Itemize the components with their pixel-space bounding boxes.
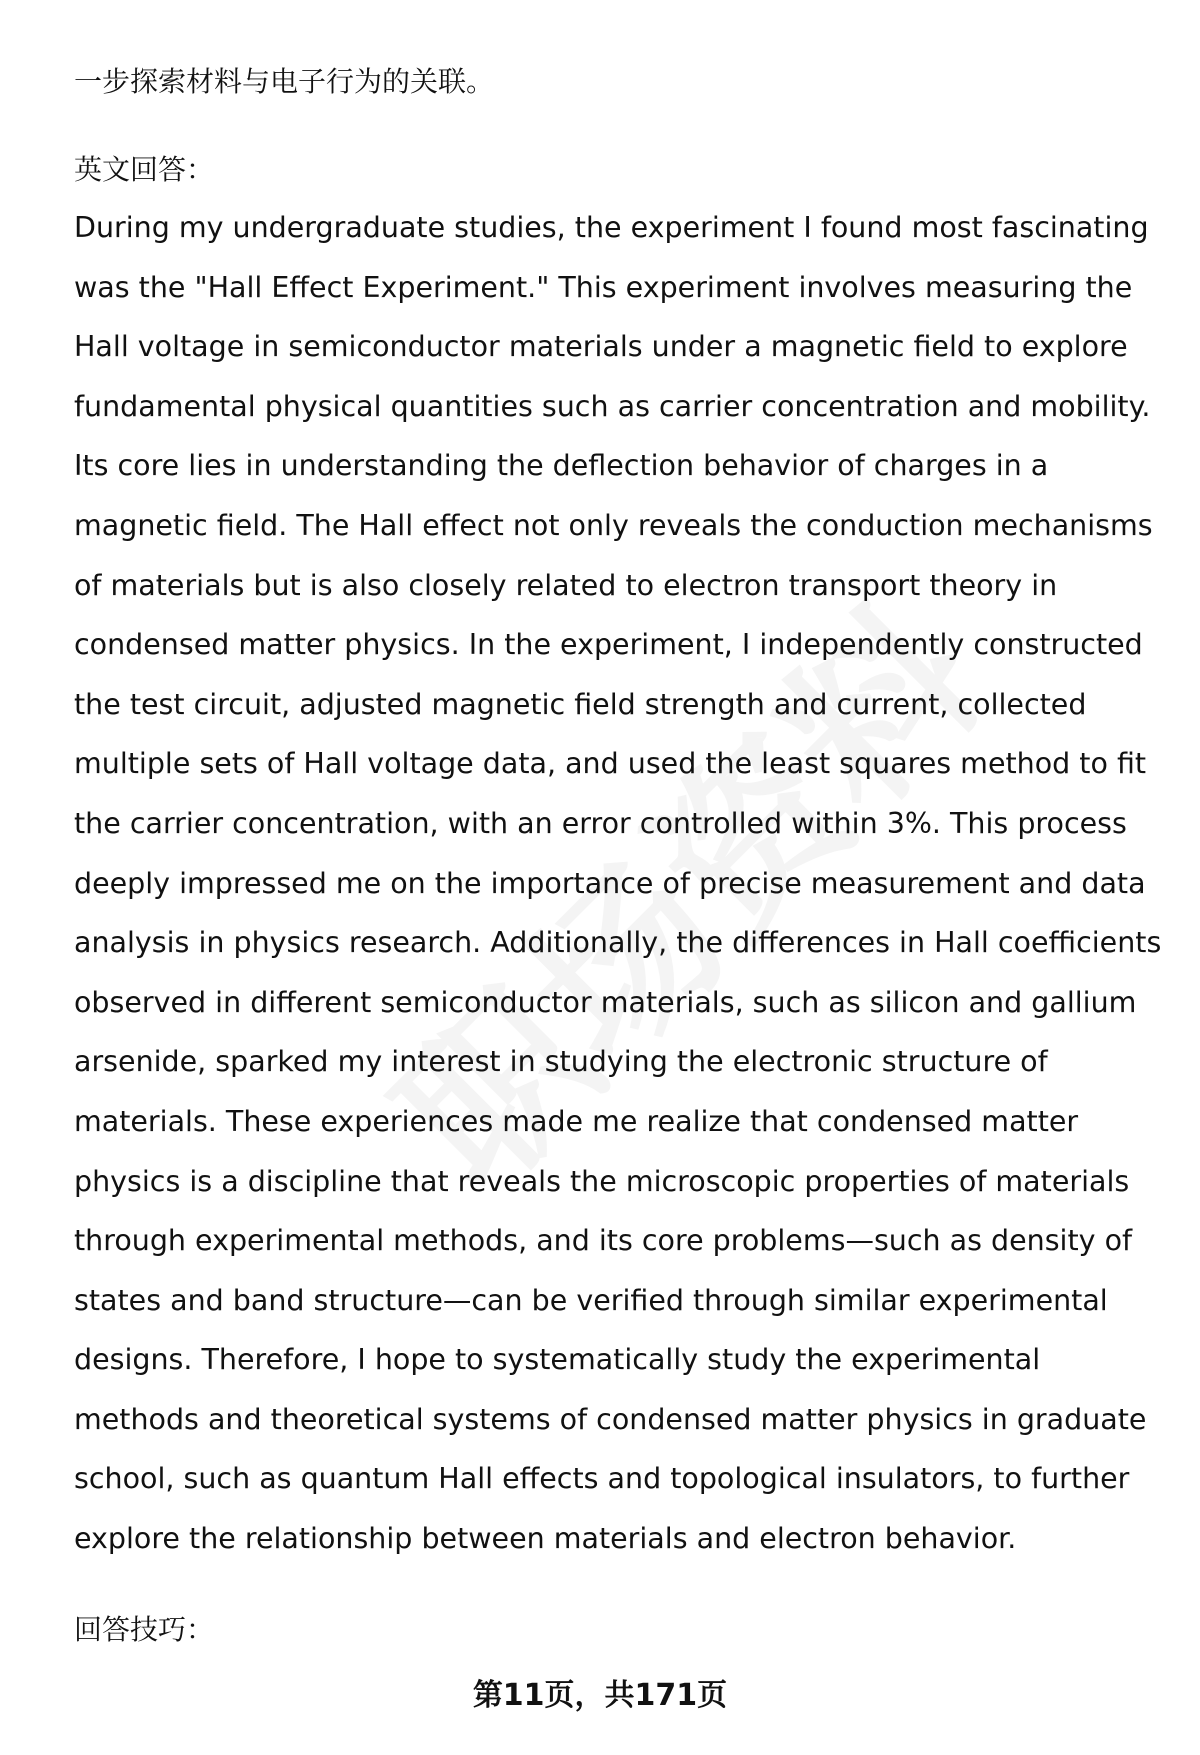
answer-line: methods and theoretical systems of condensed matter physics in graduate <box>74 1402 1147 1436</box>
answer-line: observed in different semiconductor materials, such as silicon and gallium <box>74 985 1137 1019</box>
answer-label: 英文回答： <box>74 153 215 186</box>
intro-line: 一步探索材料与电子行为的关联。 <box>74 65 495 98</box>
answer-line: deeply impressed me on the importance of precise measurement and data <box>74 866 1146 900</box>
answer-line: designs. Therefore, I hope to systematically study the experimental <box>74 1343 1041 1377</box>
answer-line: analysis in physics research. Additionally, the differences in Hall coefficients <box>74 926 1162 960</box>
answer-line: was the "Hall Effect Experiment." This experiment involves measuring the <box>74 270 1133 304</box>
tips-label: 回答技巧： <box>74 1613 215 1646</box>
answer-line: arsenide, sparked my interest in studying the electronic structure of <box>74 1045 1048 1079</box>
answer-line: of materials but is also closely related to electron transport theory in <box>74 568 1058 602</box>
answer-line: condensed matter physics. In the experiment, I independently constructed <box>74 628 1143 662</box>
answer-line: states and band structure—can be verified through similar experimental <box>74 1283 1108 1317</box>
answer-line: materials. These experiences made me realize that condensed matter <box>74 1104 1079 1138</box>
answer-line: fundamental physical quantities such as carrier concentration and mobility. <box>74 389 1151 423</box>
answer-line: the carrier concentration, with an error controlled within 3%. This process <box>74 806 1127 840</box>
answer-body <box>74 208 1162 1579</box>
answer-line: Hall voltage in semiconductor materials under a magnetic field to explore <box>74 330 1128 364</box>
answer-line: physics is a discipline that reveals the microscopic properties of materials <box>74 1164 1130 1198</box>
answer-line: through experimental methods, and its core problems—such as density of <box>74 1224 1133 1258</box>
answer-line: multiple sets of Hall voltage data, and used the least squares method to fit <box>74 747 1147 781</box>
answer-line: school, such as quantum Hall effects and topological insulators, to further <box>74 1462 1130 1496</box>
answer-line: magnetic field. The Hall effect not only reveals the conduction mechanisms <box>74 508 1153 542</box>
page-number-footer: 第11页，共171页 <box>472 1678 728 1713</box>
answer-line: explore the relationship between materials and electron behavior. <box>74 1522 1017 1556</box>
answer-line: During my undergraduate studies, the experiment I found most fascinating <box>74 211 1149 244</box>
answer-line: the test circuit, adjusted magnetic field strength and current, collected <box>74 687 1087 721</box>
answer-line: Its core lies in understanding the deflection behavior of charges in a <box>74 449 1049 483</box>
